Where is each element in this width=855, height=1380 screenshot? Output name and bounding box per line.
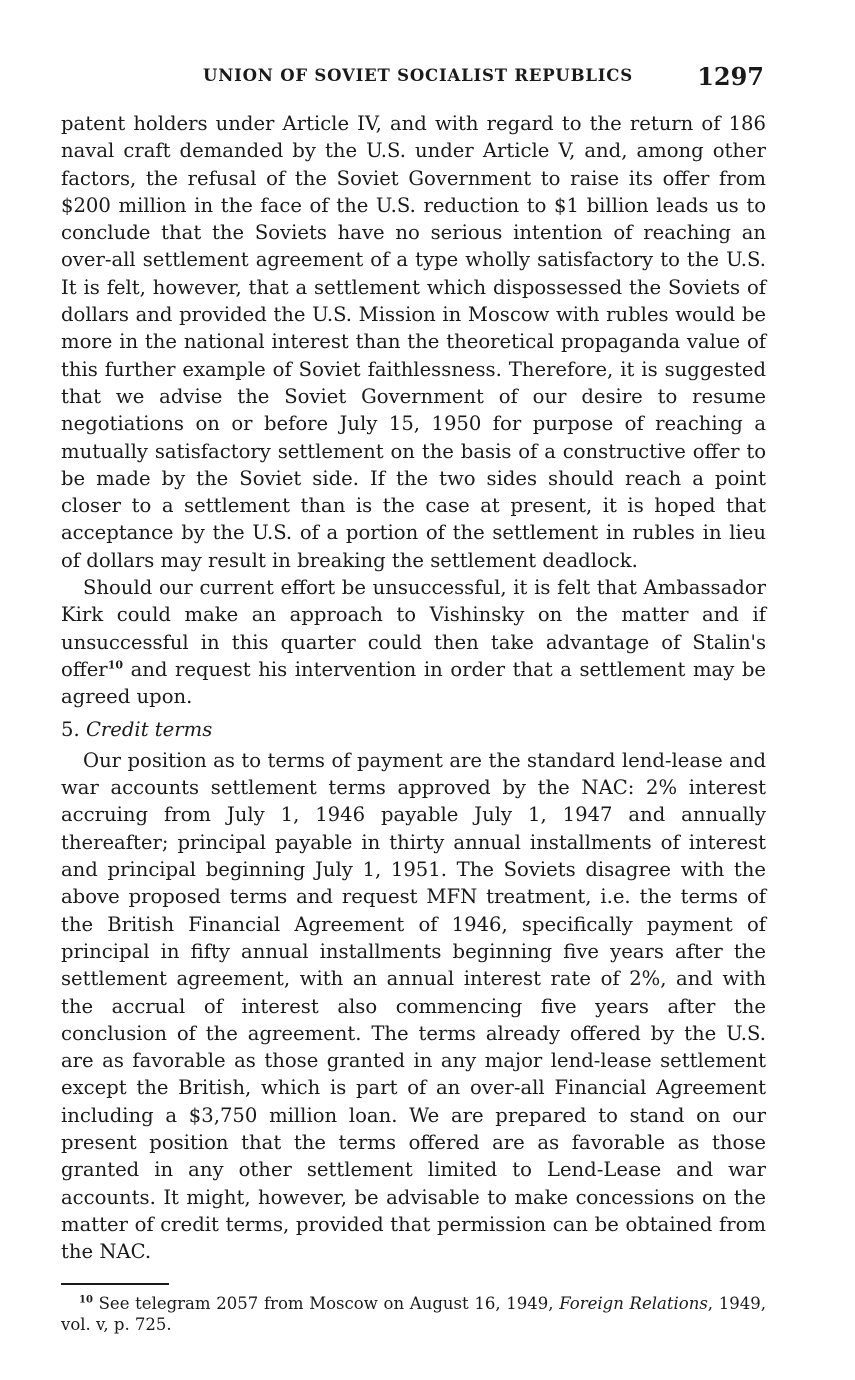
paragraph-2-text-b: and request his intervention in order that a settlement may be agreed upon. <box>61 657 766 709</box>
footnote <box>61 1293 766 1335</box>
section-number: 5. <box>61 717 80 741</box>
body-paragraph-1: patent holders under Article IV, and with regard to the return of 186 naval craft demanded by the U.S. under Article V, and, among other factors, the refusal of the Soviet Government to raise its offer from $200 million in the face of the U.S. reduction to $1 billion leads us to conclude that the Soviets have no serious intention of reaching an over-all settlement agreement of a type wholly satisfactory to the U.S. It is felt, however, that a settlement which dispossessed the Soviets of dollars and provided the U.S. Mission in Moscow with rubles would be more in the national interest than the theoretical propaganda value of this further example of Soviet faithlessness. Therefore, it is suggested that we advise the Soviet Government of our desire to resume negotiations on or before July 15, 1950 for purpose of reaching a mutually satisfactory settlement on the basis of a constructive offer to be made by the Soviet side. If the two sides should reach a point closer to a settlement than is the case at present, it is hoped that acceptance by the U.S. of a portion of the settlement in rubles in lieu of dollars may result in breaking the settlement deadlock. <box>61 112 766 572</box>
footnote-reference: 10 <box>107 658 123 672</box>
running-head <box>61 64 766 92</box>
body-paragraph-3: Our position as to terms of payment are the standard lend-lease and war accounts settlement terms approved by the NAC: 2% interest accruing from July 1, 1946 payable July 1, 1947 and annually thereafter; principal payable in thirty annual installments of interest and principal beginning July 1, 1951. The Soviets disagree with the above proposed terms and request MFN treatment, i.e. the terms of the British Financial Agreement of 1946, specifically payment of principal in fifty annual installments beginning five years after the settlement agreement, with an annual interest rate of 2%, and with the accrual of interest also commencing five years after the conclusion of the agreement. The terms already offered by the U.S. are as favorable as those granted in any major lend-lease settlement except the British, which is part of an over-all Financial Agreement including a $3,750 million loan. We are prepared to stand on our present position that the terms offered are as favorable as those granted in any other settlement limited to Lend-Lease and war accounts. It might, however, be advisable to make concessions on the matter of credit terms, provided that permission can be obtained from the NAC. <box>61 748 766 1264</box>
footnote-marker: 10 <box>79 1294 93 1306</box>
footnote-text-a: See telegram 2057 from Moscow on August 16, 1949, <box>92 1294 560 1314</box>
section-heading <box>61 716 766 743</box>
page-number: 1297 <box>697 62 764 91</box>
section-title: Credit terms <box>85 717 213 741</box>
document-page <box>61 64 766 1335</box>
running-head-title: UNION OF SOVIET SOCIALIST REPUBLICS <box>203 66 633 85</box>
footnote-italic-title: Foreign Relations <box>559 1294 708 1314</box>
footnote-divider <box>61 1283 169 1285</box>
paragraph-2-text-a: Should our current effort be unsuccessful, it is felt that Ambassador Kirk could make an approach to Vishinsky on the matter and if unsuccessful in this quarter could then take advantage of Stalin's offer <box>61 576 766 681</box>
body-paragraph-2 <box>61 574 766 710</box>
footnote-text-b: , 1949, vol. v, p. 725. <box>61 1294 766 1335</box>
